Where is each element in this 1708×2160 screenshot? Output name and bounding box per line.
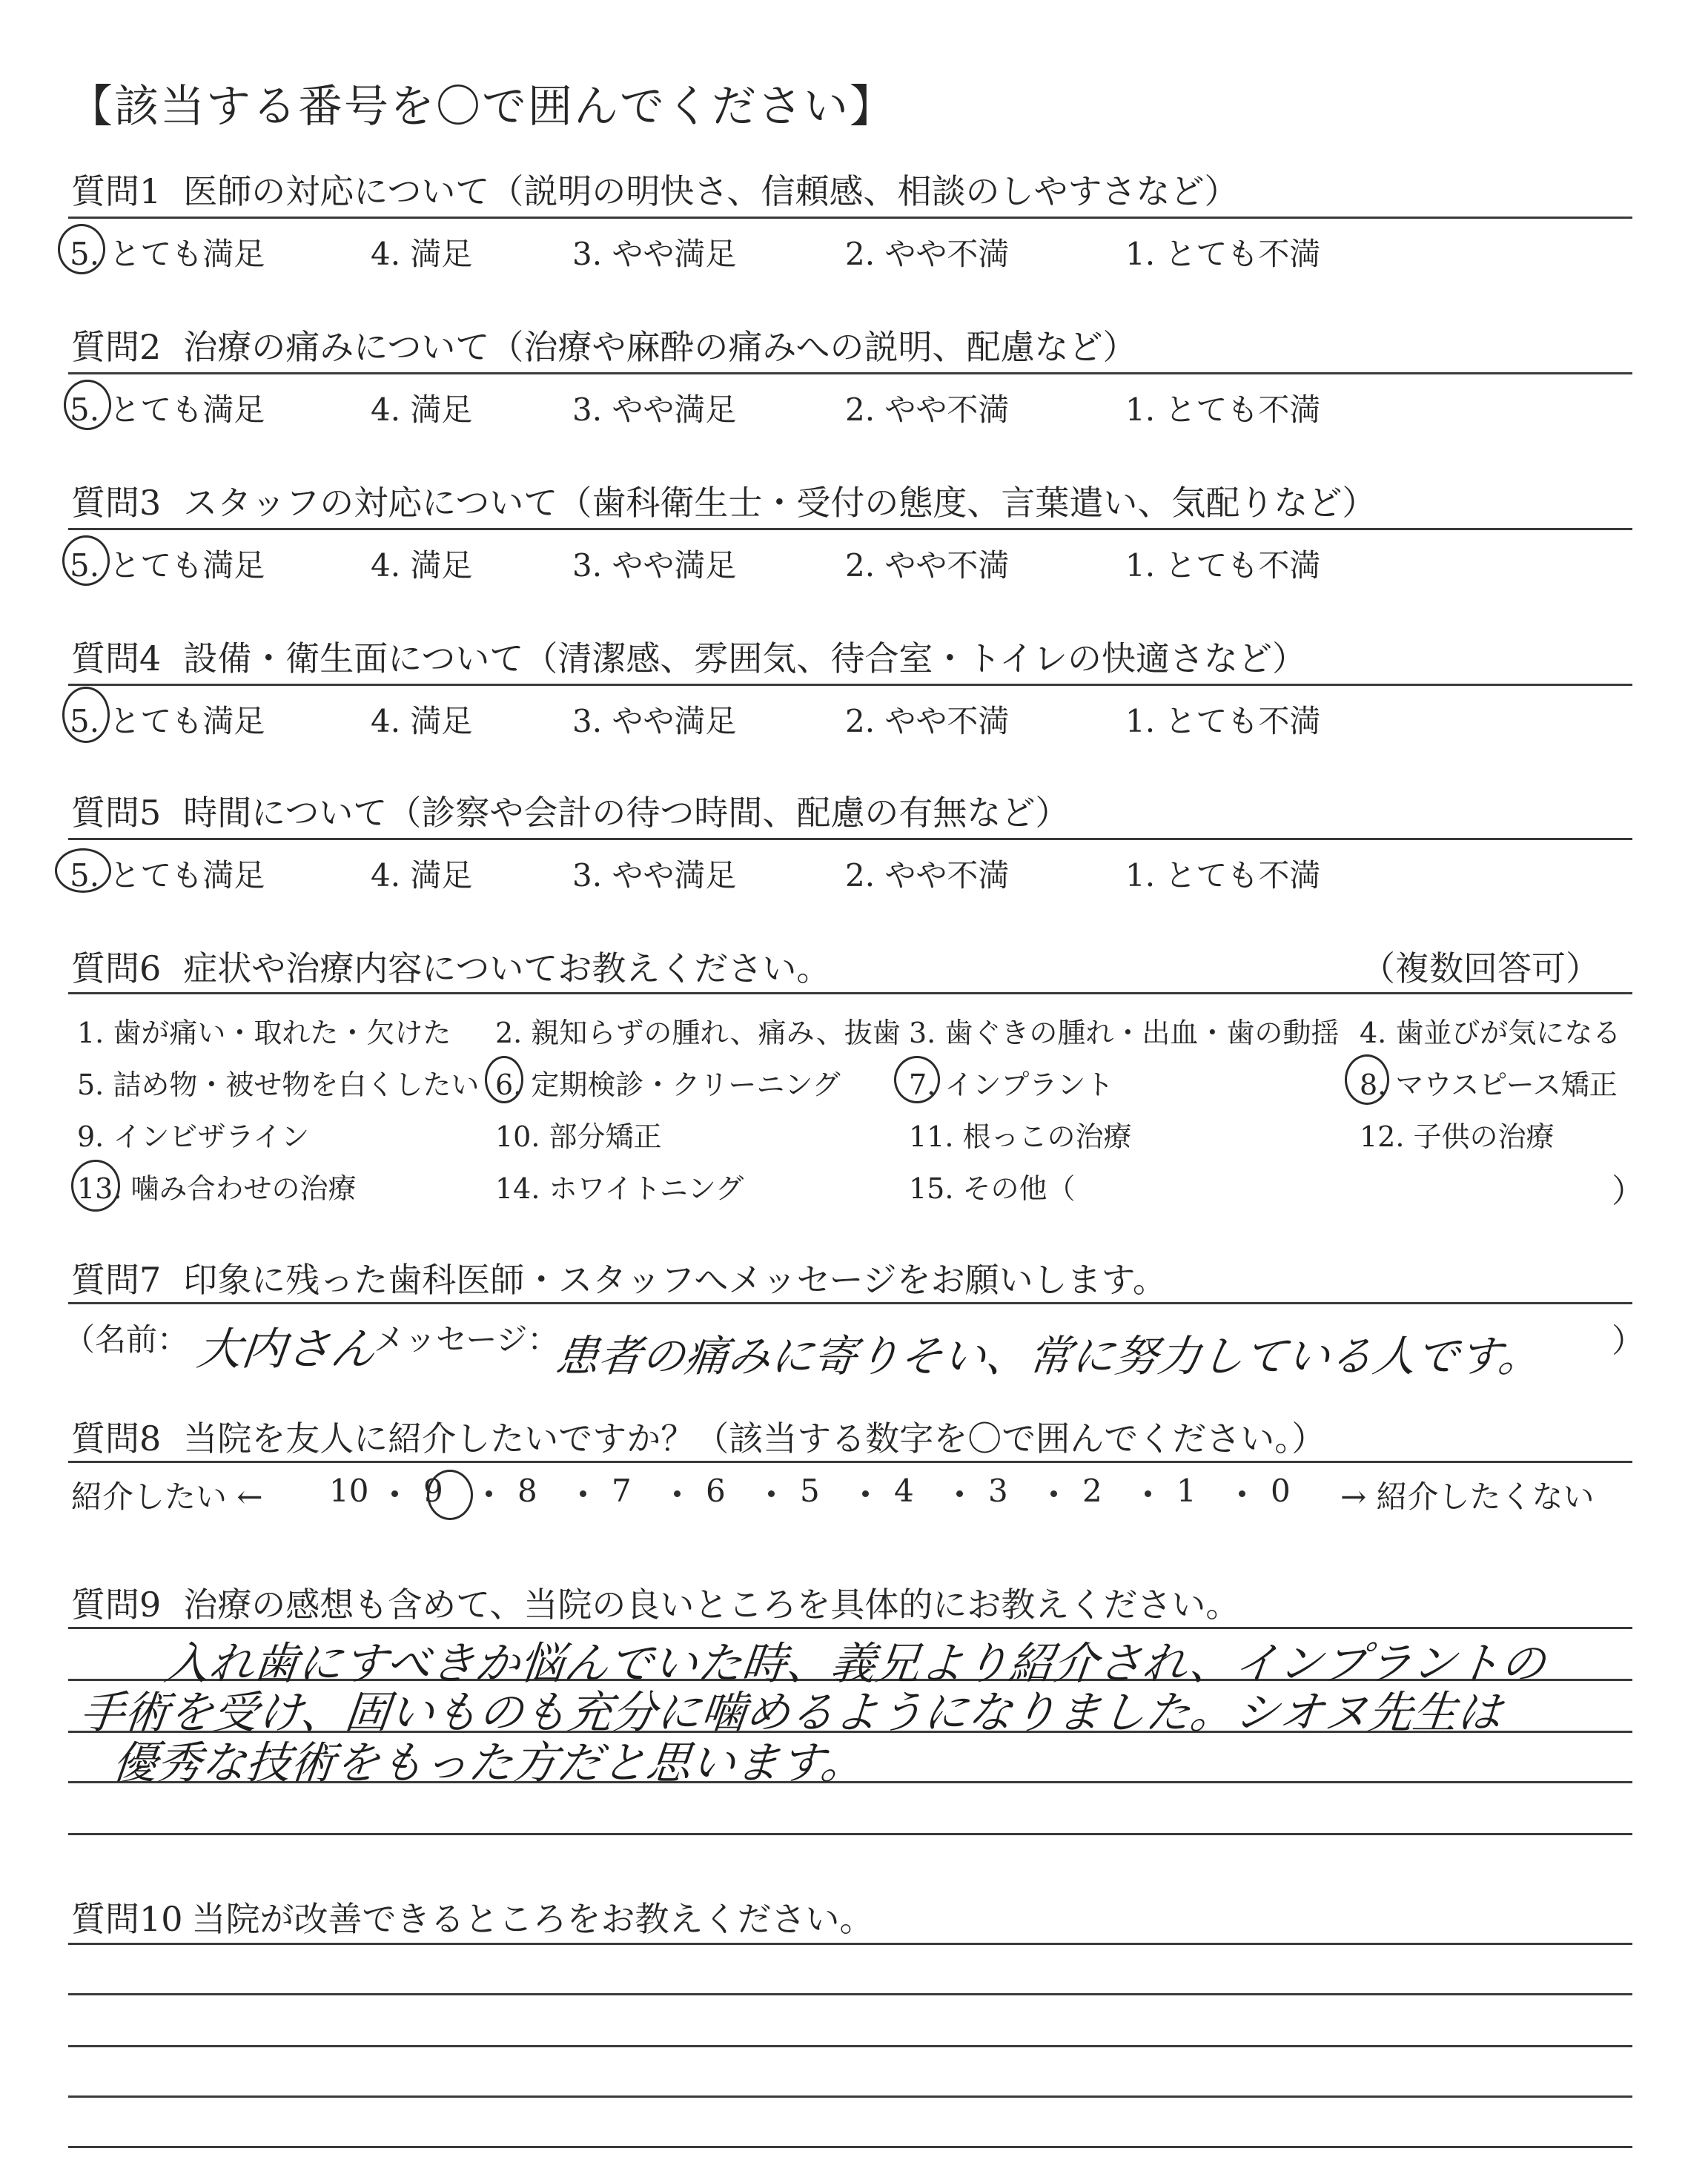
question-9 — [71, 1578, 1239, 1627]
q8-scale-separator-dot — [391, 1490, 398, 1497]
q6-option-15[interactable]: 15. その他（ — [909, 1172, 1076, 1205]
q2-option-3[interactable]: 3. やや満足 — [572, 392, 737, 428]
q6-option-10[interactable]: 10. 部分矯正 — [495, 1120, 662, 1153]
q5-option-5[interactable]: 5. とても満足 — [70, 857, 265, 894]
question-1-rule — [68, 217, 1632, 219]
q8-scale-separator-dot — [862, 1490, 869, 1497]
q8-scale-separator-dot — [1050, 1490, 1057, 1497]
q9-answer-line-2[interactable]: 手術を受け、固いものも充分に噛めるようになりました。シオヌ先生は — [77, 1687, 1505, 1739]
question-4-text: 設備・衛生面について（清潔感、雰囲気、待合室・トイレの快適さなど） — [183, 638, 1307, 678]
q8-scale-separator-dot — [1145, 1490, 1151, 1497]
question-8-number: 質問8 — [71, 1418, 162, 1459]
q8-scale-separator-dot — [956, 1490, 963, 1497]
q10-line-1 — [68, 1943, 1632, 1945]
q8-scale-3[interactable]: 3 — [988, 1473, 1008, 1509]
question-4 — [71, 632, 1306, 681]
q6-option-13[interactable]: 13. 噛み合わせの治療 — [77, 1172, 357, 1205]
q3-option-1[interactable]: 1. とても不満 — [1125, 547, 1321, 584]
q6-circle-6 — [485, 1056, 523, 1103]
question-10 — [71, 1892, 874, 1941]
question-6 — [71, 942, 830, 991]
question-3 — [71, 476, 1376, 525]
q2-option-5[interactable]: 5. とても満足 — [70, 392, 265, 428]
q9-answer-line-3[interactable]: 優秀な技術をもった方だと思います。 — [110, 1737, 868, 1789]
question-8 — [71, 1412, 1325, 1461]
question-6-text: 症状や治療内容についてお教えください。 — [183, 948, 831, 988]
q8-scale-2[interactable]: 2 — [1082, 1473, 1102, 1509]
question-7-number: 質問7 — [71, 1260, 162, 1300]
q7-name-label: （名前： — [64, 1321, 189, 1358]
question-3-text: スタッフの対応について（歯科衛生士・受付の態度、言葉遣い、気配りなど） — [183, 483, 1377, 523]
q1-option-4[interactable]: 4. 満足 — [371, 236, 473, 272]
question-4-rule — [68, 684, 1632, 686]
q4-option-3[interactable]: 3. やや満足 — [572, 703, 737, 739]
q6-option-9[interactable]: 9. インビザライン — [77, 1120, 310, 1153]
q6-option-4[interactable]: 4. 歯並びが気になる — [1360, 1017, 1621, 1049]
q10-line-3 — [68, 2045, 1632, 2047]
q6-circle-7 — [894, 1056, 940, 1103]
question-7-text: 印象に残った歯科医師・スタッフへメッセージをお願いします。 — [183, 1260, 1167, 1300]
q8-scale-5[interactable]: 5 — [800, 1473, 820, 1509]
q9-line-5 — [68, 1833, 1632, 1835]
q8-scale-separator-dot — [580, 1490, 586, 1497]
q8-left-label: 紹介したい ← — [71, 1479, 263, 1515]
q8-scale-10[interactable]: 10 — [329, 1473, 369, 1509]
q6-circle-8 — [1345, 1054, 1389, 1105]
q7-message-value[interactable]: 患者の痛みに寄りそい、常に努力している人です。 — [553, 1331, 1544, 1381]
question-8-rule — [68, 1461, 1632, 1463]
q8-scale-9[interactable]: 9 — [423, 1473, 443, 1509]
question-8-text: 当院を友人に紹介したいですか？（該当する数字を〇で囲んでください。） — [183, 1418, 1326, 1459]
question-2-text: 治療の痛みについて（治療や麻酔の痛みへの説明、配慮など） — [183, 327, 1137, 367]
q5-option-1[interactable]: 1. とても不満 — [1125, 857, 1321, 894]
q4-option-1[interactable]: 1. とても不満 — [1125, 703, 1321, 739]
question-1-number: 質問1 — [71, 171, 162, 211]
q8-scale-6[interactable]: 6 — [706, 1473, 726, 1509]
q6-option-7[interactable]: 7. インプラント — [909, 1069, 1114, 1101]
q5-option-4[interactable]: 4. 満足 — [371, 857, 473, 894]
question-5-text: 時間について（診察や会計の待つ時間、配慮の有無など） — [183, 793, 1070, 833]
q5-option-2[interactable]: 2. やや不満 — [845, 857, 1010, 894]
q6-option-3[interactable]: 3. 歯ぐきの腫れ・出血・歯の動揺 — [909, 1017, 1340, 1049]
q4-selection-circle — [62, 687, 110, 743]
q9-answer-line-1[interactable]: 入れ歯にすべきか悩んでいた時、義兄より紹介され、インプラントの — [162, 1638, 1549, 1690]
question-1-text: 医師の対応について（説明の明快さ、信頼感、相談のしやすさなど） — [183, 171, 1239, 211]
q8-scale-7[interactable]: 7 — [612, 1473, 632, 1509]
q3-option-5[interactable]: 5. とても満足 — [70, 547, 265, 584]
question-6-note: （複数回答可） — [1361, 948, 1600, 988]
q8-scale-separator-dot — [768, 1490, 775, 1497]
q8-scale-separator-dot — [1239, 1490, 1245, 1497]
question-7 — [71, 1253, 1167, 1302]
question-4-number: 質問4 — [71, 638, 162, 678]
q10-line-4 — [68, 2095, 1632, 2098]
q1-option-5[interactable]: 5. とても満足 — [70, 236, 265, 272]
q2-option-1[interactable]: 1. とても不満 — [1125, 392, 1321, 428]
question-5-number: 質問5 — [71, 793, 162, 833]
q10-line-5 — [68, 2146, 1632, 2148]
q6-option-15-close-paren: ） — [1612, 1172, 1644, 1210]
q8-scale-0[interactable]: 0 — [1271, 1473, 1291, 1509]
question-3-number: 質問3 — [71, 483, 162, 523]
question-10-number: 質問10 — [71, 1899, 183, 1939]
q7-name-value[interactable]: 大内さん — [194, 1324, 378, 1375]
q2-selection-circle — [64, 380, 111, 430]
q8-scale-separator-dot — [674, 1490, 681, 1497]
question-6-number: 質問6 — [71, 948, 162, 988]
question-5-rule — [68, 838, 1632, 840]
q1-option-1[interactable]: 1. とても不満 — [1125, 236, 1321, 272]
q6-option-11[interactable]: 11. 根っこの治療 — [909, 1120, 1132, 1153]
q6-option-6[interactable]: 6. 定期検診・クリーニング — [495, 1069, 841, 1101]
q3-option-4[interactable]: 4. 満足 — [371, 547, 473, 584]
q6-option-2[interactable]: 2. 親知らずの腫れ、痛み、抜歯 — [495, 1017, 901, 1049]
question-3-rule — [68, 528, 1632, 530]
question-2-rule — [68, 372, 1632, 374]
q2-option-4[interactable]: 4. 満足 — [371, 392, 473, 428]
q5-selection-circle — [55, 848, 111, 893]
q8-scale-separator-dot — [486, 1490, 492, 1497]
q4-option-4[interactable]: 4. 満足 — [371, 703, 473, 739]
form-title: 【該当する番号を〇で囲んでください】 — [68, 81, 896, 133]
q3-selection-circle — [62, 535, 110, 586]
q6-option-1[interactable]: 1. 歯が痛い・取れた・欠けた — [77, 1017, 451, 1049]
q7-message-label: メッセージ： — [374, 1321, 559, 1358]
q5-option-3[interactable]: 3. やや満足 — [572, 857, 737, 894]
question-9-number: 質問9 — [71, 1585, 162, 1625]
q10-line-2 — [68, 1993, 1632, 1995]
q3-option-3[interactable]: 3. やや満足 — [572, 547, 737, 584]
q8-right-label: → 紹介したくない — [1340, 1479, 1595, 1515]
q1-selection-circle — [58, 224, 105, 274]
q8-scale-4[interactable]: 4 — [894, 1473, 914, 1509]
question-2-number: 質問2 — [71, 327, 162, 367]
q6-circle-13 — [71, 1160, 120, 1212]
question-7-rule — [68, 1302, 1632, 1304]
q4-option-5[interactable]: 5. とても満足 — [70, 703, 265, 739]
q8-scale-1[interactable]: 1 — [1176, 1473, 1196, 1509]
q6-option-8[interactable]: 8. マウスピース矯正 — [1360, 1069, 1618, 1101]
question-9-text: 治療の感想も含めて、当院の良いところを具体的にお教えください。 — [183, 1585, 1240, 1625]
q3-option-2[interactable]: 2. やや不満 — [845, 547, 1010, 584]
q1-option-3[interactable]: 3. やや満足 — [572, 236, 737, 272]
q2-option-2[interactable]: 2. やや不満 — [845, 392, 1010, 428]
question-2 — [71, 320, 1136, 369]
question-10-text: 当院が改善できるところをお教えください。 — [191, 1899, 874, 1939]
q7-close-paren: ） — [1612, 1322, 1644, 1360]
question-5 — [71, 786, 1069, 835]
q6-option-12[interactable]: 12. 子供の治療 — [1360, 1120, 1555, 1153]
q1-option-2[interactable]: 2. やや不満 — [845, 236, 1010, 272]
question-6-rule — [68, 992, 1632, 994]
q6-option-14[interactable]: 14. ホワイトニング — [495, 1172, 744, 1205]
q8-scale-8[interactable]: 8 — [517, 1473, 537, 1509]
q8-selection-circle — [427, 1470, 473, 1520]
question-1 — [71, 165, 1239, 214]
q4-option-2[interactable]: 2. やや不満 — [845, 703, 1010, 739]
q6-option-5[interactable]: 5. 詰め物・被せ物を白くしたい — [77, 1069, 480, 1101]
